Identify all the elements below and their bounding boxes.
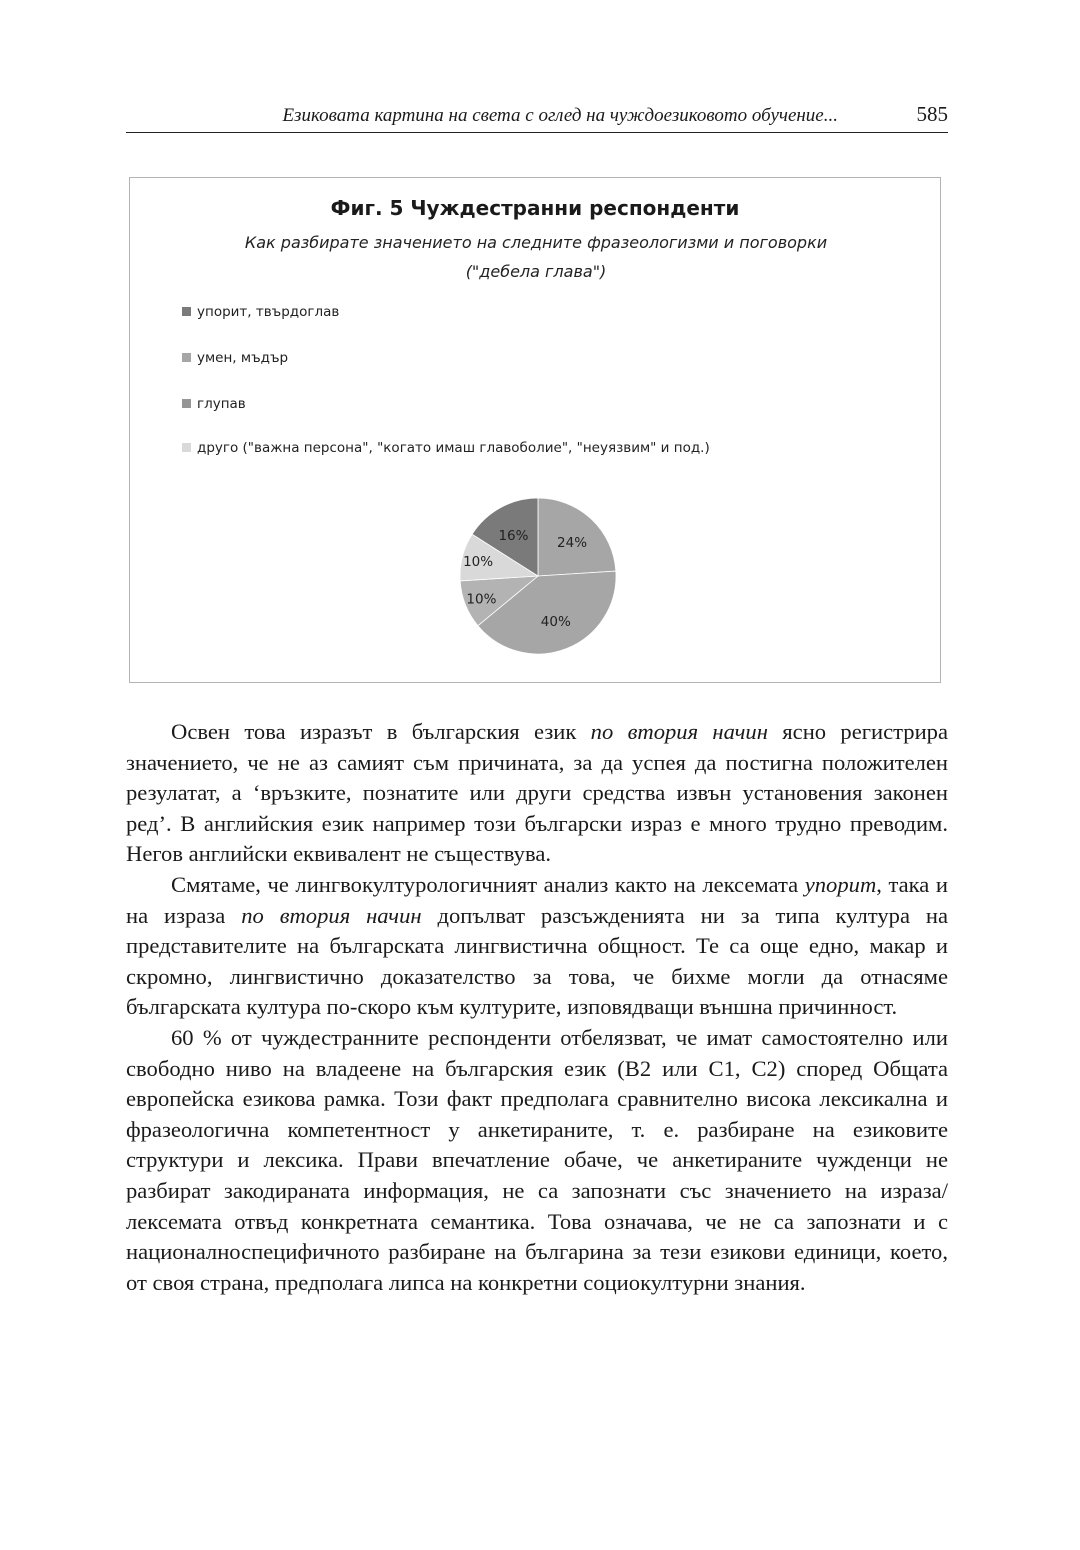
text-run: 60 % от чуждестранните респонденти отбелязват, че имат самостоятелно или свободно ниво на владеене на българския език (B2 или C1, C2) според Общата европейска езикова рамка. Този факт предполага сравнително висока лексикална и фразеологична компетентност у анкетираните, т. е. разбиране на езиковите структури и лексика. Прави впечатление обаче, че анкетираните чужденци не разбират закодираната информация, не са запознати със значението на израза/лексемата отвъд конкретната семантика. Това означава, че не са запознати и с националноспецифичното разбиране на българина за тези езикови единици, което, от своя страна, предполага липса на конкретни социокултурни знания.: [126, 1024, 948, 1295]
chart-subtitle: Как разбирате значението на следните фразеологизми и поговорки ("дебела глава"): [244, 233, 828, 281]
paragraph-2: [126, 870, 948, 1023]
italic-term: по втория начин: [590, 719, 768, 744]
legend-swatch: [182, 307, 191, 316]
legend-swatch: [182, 399, 191, 408]
pie-data-label: 24%: [557, 534, 588, 551]
legend-label: глупав: [197, 396, 246, 412]
page-number: 585: [916, 102, 948, 126]
body-text: [126, 717, 948, 1298]
pie-data-label: 40%: [540, 613, 571, 630]
italic-term: по втория начин: [241, 902, 422, 928]
legend-item-other: [182, 438, 742, 459]
legend-label: друго ("важна персона", "когато имаш главоболие", "неуязвим" и под.): [197, 440, 710, 456]
pie-data-label: 10%: [466, 591, 497, 608]
italic-term: упорит: [804, 871, 877, 897]
running-header-title: Езиковата картина на света с оглед на чуждоезиковото обучение...: [282, 105, 838, 126]
legend-item-stubborn: [182, 302, 742, 323]
legend-item-smart: [182, 348, 742, 369]
figure-5-chart: [129, 177, 941, 683]
pie-data-label: 10%: [463, 553, 494, 570]
text-run: ясно регистрира значението, че не аз самият съм причината, за да успея да постигна положителен резулатат, а ‘връзките, познатите или други средства извън установения законен ред’. В английския език например този български израз е много трудно преводим. Негов английски еквивалент не съществува.: [126, 719, 948, 867]
text-run: , така и на израза: [126, 871, 948, 928]
legend-label: умен, мъдър: [197, 350, 289, 366]
pie-data-label: 16%: [498, 527, 529, 544]
legend-item-stupid: [182, 394, 742, 415]
legend-swatch: [182, 443, 191, 452]
pie-chart: [450, 488, 630, 658]
legend-label: упорит, твърдоглав: [197, 304, 340, 320]
chart-title: Фиг. 5 Чуждестранни респонденти: [330, 196, 740, 220]
paragraph-3: [126, 1023, 948, 1298]
text-run: Освен това изразът в българския език: [171, 719, 591, 744]
text-run: Смятаме, че лингвокултурологичният анализ както на лексемата: [171, 871, 805, 897]
legend-swatch: [182, 353, 191, 362]
running-header: [126, 100, 948, 133]
paragraph-1: [126, 717, 948, 870]
text-run: допълват разсъжденията ни за типа култура на представителите на българската лингвистична общност. Те са още едно, макар и скромно, лингвистично доказателство за това, че бихме могли да отнасяме българската култура по-скоро към културите, изповядващи външна причинност.: [126, 902, 948, 1020]
